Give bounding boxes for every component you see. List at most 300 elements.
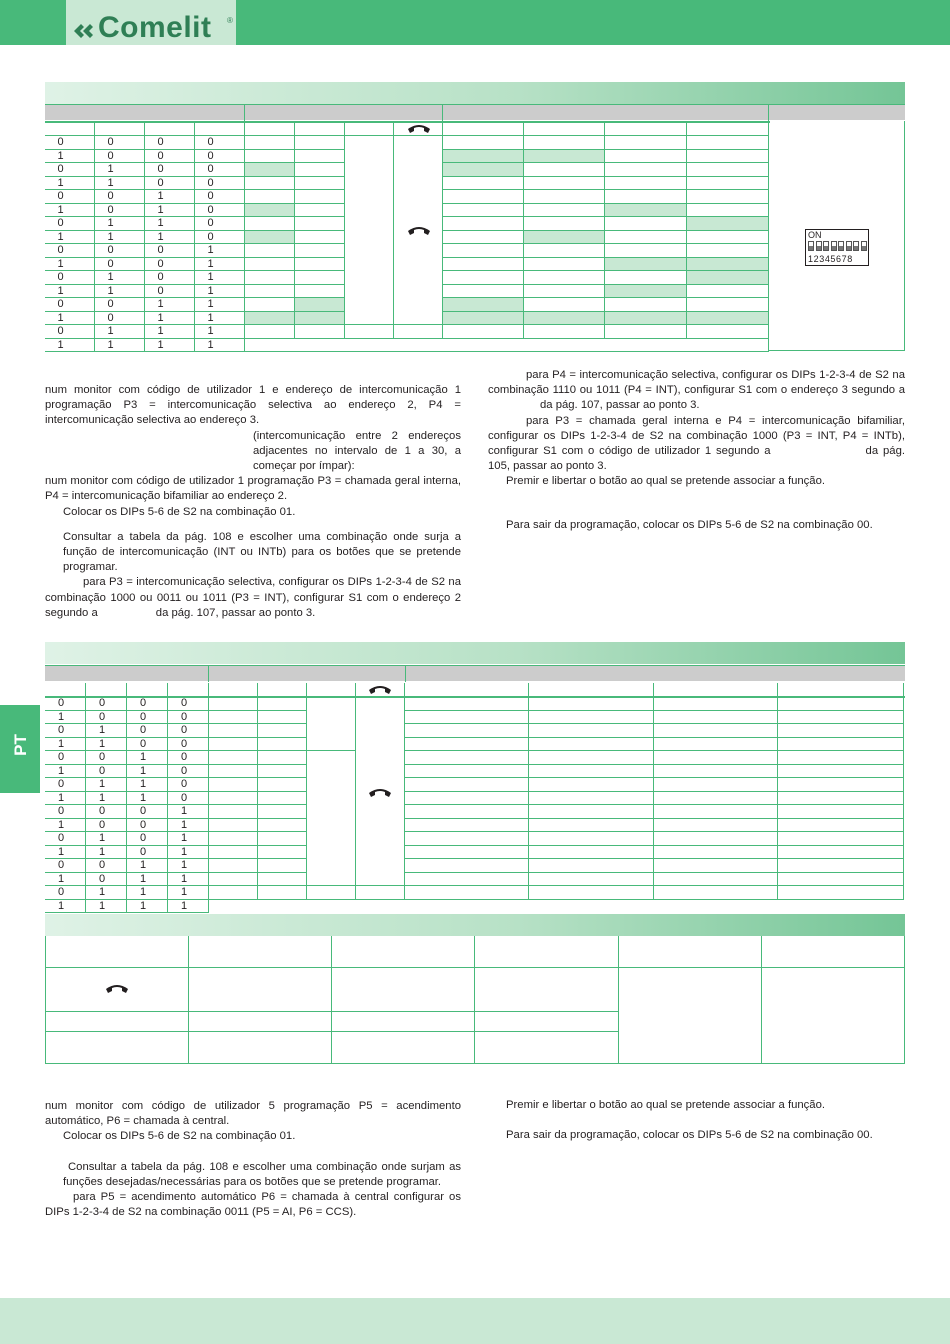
table-cell-bit: 0: [127, 832, 168, 846]
table-cell: [654, 724, 778, 738]
table-cell-bit: 0: [145, 177, 195, 191]
table-cell: [345, 325, 394, 339]
table-cell-bit: 1: [45, 846, 86, 860]
table-cell: [529, 697, 654, 711]
table-cell: [524, 285, 605, 299]
table-cell: [443, 244, 524, 258]
table-cell-bit: 1: [195, 312, 245, 326]
table-cell-bit: 1: [127, 873, 168, 887]
paragraph: (intercomunicação entre 2 endereços adjacentes no intervalo de 1 a 30, a começar por ímpar):: [253, 429, 461, 473]
table-cell: [778, 859, 904, 873]
table-cell: [778, 738, 904, 752]
table-cell: [258, 711, 307, 725]
table-cell-bit: 0: [168, 738, 209, 752]
table-cell: [405, 778, 529, 792]
table-cell-bit: 0: [195, 150, 245, 164]
table-cell: [258, 778, 307, 792]
table-cell-bit: 0: [45, 805, 86, 819]
handset-icon: [368, 787, 392, 799]
table-cell: [443, 298, 524, 312]
table-cell-bit: 0: [145, 163, 195, 177]
table-cell: [778, 711, 904, 725]
handset-icon: [407, 225, 431, 237]
table-cell: [45, 121, 95, 136]
table-cell-bit: 1: [86, 900, 127, 914]
table-cell: [295, 285, 345, 299]
table-cell-bit: 1: [168, 900, 209, 914]
table-cell-bit: 1: [195, 298, 245, 312]
table-cell-bit: 0: [168, 724, 209, 738]
table-cell: [405, 805, 529, 819]
table-cell: [405, 819, 529, 833]
table-cell: [258, 738, 307, 752]
table-cell: [687, 150, 769, 164]
table-cell-bit: 1: [168, 873, 209, 887]
table-cell: [245, 271, 295, 285]
table-cell-bit: 1: [45, 204, 95, 218]
table-cell: [295, 204, 345, 218]
table-cell: [687, 217, 769, 231]
table-cell-bit: 1: [95, 163, 145, 177]
function-table: [45, 936, 905, 1064]
table-cell: [356, 886, 405, 900]
table-cell: [605, 136, 687, 150]
table-cell-bit: 0: [45, 724, 86, 738]
table-cell: [605, 312, 687, 326]
table-cell: [529, 778, 654, 792]
table-cell: [245, 325, 295, 339]
table-cell: [605, 325, 687, 339]
table-cell: [443, 121, 524, 136]
paragraph: para P3 = intercomunicação selectiva, configurar os DIPs 1-2-3-4 de S2 na combinação 1000 ou 0011 ou 1011 (P3 = INT), configurar S1 com o endereço 2 segundo a da pág. 107, passar ao ponto 3.: [45, 576, 461, 619]
table-cell-bit: 0: [168, 765, 209, 779]
table-cell-bit: 1: [45, 765, 86, 779]
table-cell-bit: 1: [86, 846, 127, 860]
table-cell-bit: 1: [45, 177, 95, 191]
table-cell: [605, 298, 687, 312]
table-cell-bit: 0: [168, 792, 209, 806]
brand-logo: [66, 0, 236, 45]
table-cell: [245, 217, 295, 231]
table-cell: [295, 258, 345, 272]
dip-switch: [853, 241, 859, 251]
table-cell: [168, 683, 209, 697]
table-cell-bit: 0: [168, 697, 209, 711]
paragraph: Consultar a tabela da pág. 108 e escolher uma combinação onde surja a função de intercomunicação (INT ou INTb) para os botões que se pretende programar.: [63, 530, 461, 574]
table-cell: [687, 190, 769, 204]
table-cell: [258, 859, 307, 873]
text-block1-left: [45, 383, 461, 621]
table-cell-bit: 1: [127, 900, 168, 914]
table-cell-bit: 1: [95, 271, 145, 285]
table-cell-bit: 1: [45, 738, 86, 752]
table-cell: [405, 724, 529, 738]
table-cell: [654, 697, 778, 711]
table-cell: [605, 258, 687, 272]
table-cell: [778, 819, 904, 833]
table-cell-bit: 0: [86, 751, 127, 765]
table-cell: [295, 121, 345, 136]
table-cell-bit: 1: [86, 832, 127, 846]
table-cell: [654, 819, 778, 833]
table-cell: [443, 258, 524, 272]
table-cell: [443, 204, 524, 218]
table-cell-bit: 1: [95, 177, 145, 191]
table-cell-bit: 1: [95, 217, 145, 231]
table-cell-bit: 0: [45, 859, 86, 873]
table-cell: [209, 819, 258, 833]
table-cell: [654, 832, 778, 846]
table-cell: [258, 846, 307, 860]
table-cell-bit: 0: [95, 312, 145, 326]
table-cell: [245, 244, 295, 258]
table-cell: [524, 271, 605, 285]
table-cell-bit: 1: [168, 805, 209, 819]
table-cell: [778, 873, 904, 887]
table-cell: [209, 683, 258, 697]
table-cell: [145, 121, 195, 136]
table-cell: [654, 859, 778, 873]
table-cell-bit: 0: [86, 859, 127, 873]
table-cell: [405, 846, 529, 860]
table-cell-bit: 1: [145, 231, 195, 245]
table-cell: [209, 832, 258, 846]
table-cell-bit: 0: [168, 711, 209, 725]
table-cell-bit: 1: [195, 244, 245, 258]
table-cell: [605, 163, 687, 177]
table-cell: [258, 751, 307, 765]
dip-switch: [831, 241, 837, 251]
table-cell: [307, 683, 356, 697]
paragraph: num monitor com código de utilizador 5 programação P5 = acendimento automático, P6 = chamada à central.: [45, 1100, 461, 1128]
table-cell-bit: 1: [145, 339, 195, 353]
brand-name: Comelit: [98, 11, 212, 44]
table-cell-bit: 0: [168, 751, 209, 765]
table-cell: [443, 285, 524, 299]
dip-switch: [861, 241, 867, 251]
handset-icon: [105, 983, 129, 995]
table-cell-bit: 1: [145, 204, 195, 218]
function-table-title-bar: [45, 914, 905, 936]
table-cell-bit: 0: [95, 298, 145, 312]
language-label: PT: [11, 734, 30, 756]
table-cell: [524, 325, 605, 339]
table-cell: [687, 163, 769, 177]
table-cell: [345, 121, 394, 136]
table-cell-bit: 1: [95, 231, 145, 245]
table-cell-bit: 0: [45, 136, 95, 150]
table-cell: [405, 792, 529, 806]
table-cell-bit: 0: [127, 846, 168, 860]
table-cell: [778, 805, 904, 819]
table-cell: [245, 285, 295, 299]
table-cell-bit: 0: [86, 697, 127, 711]
table-cell: [524, 231, 605, 245]
table-cell: [209, 724, 258, 738]
paragraph: para P5 = acendimento automático P6 = chamada à central configurar os DIPs 1-2-3-4 de S2 na combinação 0011 (P5 = AI, P6 = CCS).: [45, 1191, 461, 1219]
table-cell: [778, 846, 904, 860]
table-cell: [443, 136, 524, 150]
table-cell-bit: 1: [127, 886, 168, 900]
table-cell: [245, 204, 295, 218]
paragraph: Colocar os DIPs 5-6 de S2 na combinação 01.: [63, 1130, 296, 1143]
table-cell: [209, 711, 258, 725]
table-cell: [654, 738, 778, 752]
table-cell: [209, 778, 258, 792]
page-header: [0, 0, 950, 45]
table-cell-bit: 0: [195, 177, 245, 191]
table-cell-bit: 1: [45, 312, 95, 326]
handset-icon: [407, 123, 431, 135]
table-cell-bit: 1: [195, 325, 245, 339]
table2-group-header: [45, 665, 905, 681]
table-cell: [443, 163, 524, 177]
text-block2-right: [488, 1098, 905, 1143]
table-cell: [245, 121, 295, 136]
paragraph: num monitor com código de utilizador 1 e endereço de intercomunicação 1 programação P3 = intercomunicação selectiva ao endereço 2, P4 = intercomunicação selectiva ao endereço 3.: [45, 384, 461, 427]
table-cell-bit: 0: [195, 217, 245, 231]
table-cell-bit: 0: [45, 163, 95, 177]
dip-switch: [808, 241, 814, 251]
table-cell: [209, 859, 258, 873]
table-cell: [295, 298, 345, 312]
table-cell: [654, 765, 778, 779]
table-cell: [524, 204, 605, 218]
table-cell-bit: 1: [45, 285, 95, 299]
table-cell-bit: 1: [127, 792, 168, 806]
table-cell-bit: 0: [145, 271, 195, 285]
table-cell: [127, 683, 168, 697]
table-cell: [258, 765, 307, 779]
table-cell-bit: 0: [145, 285, 195, 299]
table-cell: [209, 805, 258, 819]
table-cell-bit: 0: [127, 738, 168, 752]
table-cell-bit: 0: [45, 886, 86, 900]
table-cell: [687, 312, 769, 326]
table-cell-bit: 0: [45, 751, 86, 765]
table-cell-bit: 0: [45, 697, 86, 711]
table-cell: [778, 751, 904, 765]
table-cell: [95, 121, 145, 136]
table-cell: [654, 886, 778, 900]
dip-numbers: 12345678: [808, 254, 853, 264]
table-cell: [258, 697, 307, 711]
table-cell: [687, 258, 769, 272]
table-cell-bit: 0: [195, 190, 245, 204]
table-cell: [687, 231, 769, 245]
table-cell: [295, 312, 345, 326]
table-cell: [405, 832, 529, 846]
table-cell: [345, 136, 394, 325]
table-cell: [209, 846, 258, 860]
table-cell: [258, 805, 307, 819]
table-cell: [524, 217, 605, 231]
table-cell: [524, 190, 605, 204]
table-cell-bit: 0: [95, 244, 145, 258]
table-cell: [687, 121, 769, 136]
table-cell: [45, 683, 86, 697]
dip-switch: [846, 241, 852, 251]
table-cell-bit: 0: [195, 231, 245, 245]
table-cell: [524, 177, 605, 191]
paragraph: Premir e libertar o botão ao qual se pretende associar a função.: [506, 475, 826, 488]
table-cell: [529, 738, 654, 752]
table-cell: [654, 805, 778, 819]
table-cell: [654, 873, 778, 887]
table-cell: [405, 886, 529, 900]
table-cell: [529, 873, 654, 887]
table-cell: [654, 846, 778, 860]
table-cell: [295, 163, 345, 177]
table-cell: [443, 177, 524, 191]
table-cell: [654, 778, 778, 792]
table-cell-bit: 0: [145, 244, 195, 258]
table-cell: [245, 298, 295, 312]
table-cell-bit: 0: [127, 819, 168, 833]
table-cell: [245, 163, 295, 177]
table-cell: [524, 312, 605, 326]
table-cell-bit: 1: [45, 150, 95, 164]
text-block2-left: [45, 1099, 461, 1220]
table-cell-bit: 1: [168, 846, 209, 860]
table-cell-bit: 1: [45, 819, 86, 833]
table-cell-bit: 0: [86, 711, 127, 725]
table-cell: [443, 325, 524, 339]
table-cell-bit: 0: [195, 204, 245, 218]
table-cell: [687, 325, 769, 339]
table-cell: [529, 724, 654, 738]
table-cell: [605, 231, 687, 245]
table-cell: [524, 121, 605, 136]
table-cell: [605, 285, 687, 299]
table-cell-bit: 0: [45, 190, 95, 204]
table-cell-bit: 0: [127, 711, 168, 725]
table-cell: [245, 177, 295, 191]
table-cell-bit: 0: [95, 136, 145, 150]
table-cell: [209, 738, 258, 752]
table-cell: [654, 711, 778, 725]
table-cell: [529, 832, 654, 846]
table-cell: [245, 339, 769, 353]
table-cell: [405, 859, 529, 873]
table-cell: [295, 244, 345, 258]
dip-on-label: ON: [808, 230, 822, 240]
table-cell: [209, 765, 258, 779]
table-cell: [295, 271, 345, 285]
table-cell: [778, 765, 904, 779]
table-cell-bit: 1: [195, 271, 245, 285]
table-cell: [307, 886, 356, 900]
table-cell: [209, 697, 258, 711]
table-cell-bit: 1: [45, 339, 95, 353]
table-cell-bit: 0: [45, 832, 86, 846]
paragraph: para P3 = chamada geral interna e P4 = intercomunicação bifamiliar, configurar os DIPs 1-2-3-4 de S2 na combinação 1000 (P3 = INT, P4 = INTb), configurar S1 com o código de utilizador 1 segundo a da pág. 105, passar ao ponto 3.: [488, 414, 906, 473]
table-cell: [295, 136, 345, 150]
table-cell: [529, 819, 654, 833]
language-tab: [0, 705, 40, 793]
table-cell: [529, 765, 654, 779]
table-cell: [209, 873, 258, 887]
table-cell-bit: 0: [45, 778, 86, 792]
table-cell-bit: 0: [45, 325, 95, 339]
table-cell: [258, 724, 307, 738]
table-cell: [258, 873, 307, 887]
table-cell: [443, 312, 524, 326]
text-block1-right: [488, 368, 905, 533]
table-cell: [443, 217, 524, 231]
table-cell: [405, 711, 529, 725]
table-cell: [258, 832, 307, 846]
table-cell: [778, 832, 904, 846]
table-cell: [605, 150, 687, 164]
table-cell: [524, 258, 605, 272]
dip-switch: [816, 241, 822, 251]
table-cell-bit: 0: [95, 150, 145, 164]
page-footer: [0, 1298, 950, 1344]
table-cell-bit: 0: [86, 873, 127, 887]
table-cell: [524, 163, 605, 177]
table-cell: [654, 751, 778, 765]
table-cell-bit: 1: [45, 873, 86, 887]
table-cell-bit: 1: [195, 285, 245, 299]
table-cell: [778, 724, 904, 738]
table-cell: [778, 886, 904, 900]
table-cell: [529, 711, 654, 725]
table-cell-bit: 1: [168, 819, 209, 833]
table-cell: [258, 886, 307, 900]
table-cell-bit: 0: [145, 136, 195, 150]
table-cell: [654, 792, 778, 806]
table-cell: [605, 271, 687, 285]
table-cell-bit: 0: [145, 150, 195, 164]
table-cell: [295, 325, 345, 339]
table-cell: [195, 121, 245, 136]
table-cell: [405, 765, 529, 779]
table-cell-bit: 0: [195, 163, 245, 177]
table-cell: [524, 244, 605, 258]
table-cell-bit: 1: [127, 751, 168, 765]
table-cell: [443, 150, 524, 164]
dip-switch: [823, 241, 829, 251]
table-cell: [524, 298, 605, 312]
paragraph: Para sair da programação, colocar os DIPs 5-6 de S2 na combinação 00.: [506, 518, 873, 531]
table-cell-bit: 1: [127, 765, 168, 779]
table-cell: [654, 683, 778, 697]
table-cell-bit: 1: [127, 859, 168, 873]
table-cell-bit: 0: [145, 258, 195, 272]
table-cell-bit: 1: [45, 711, 86, 725]
table2-title-bar: [45, 642, 905, 664]
table-cell-bit: 0: [127, 724, 168, 738]
table-cell: [529, 751, 654, 765]
table-cell-bit: 1: [195, 258, 245, 272]
table-cell: [209, 792, 258, 806]
table-cell: [86, 683, 127, 697]
table-cell: [245, 136, 295, 150]
table-cell: [687, 285, 769, 299]
table-cell: [258, 819, 307, 833]
table-cell: [687, 271, 769, 285]
table-cell: [258, 792, 307, 806]
table-cell: [605, 190, 687, 204]
table-cell: [295, 231, 345, 245]
table-cell: [687, 136, 769, 150]
table-cell: [529, 846, 654, 860]
table-cell: [394, 325, 443, 339]
table-cell: [295, 177, 345, 191]
table-cell-bit: 1: [45, 900, 86, 914]
table-cell-bit: 1: [86, 724, 127, 738]
